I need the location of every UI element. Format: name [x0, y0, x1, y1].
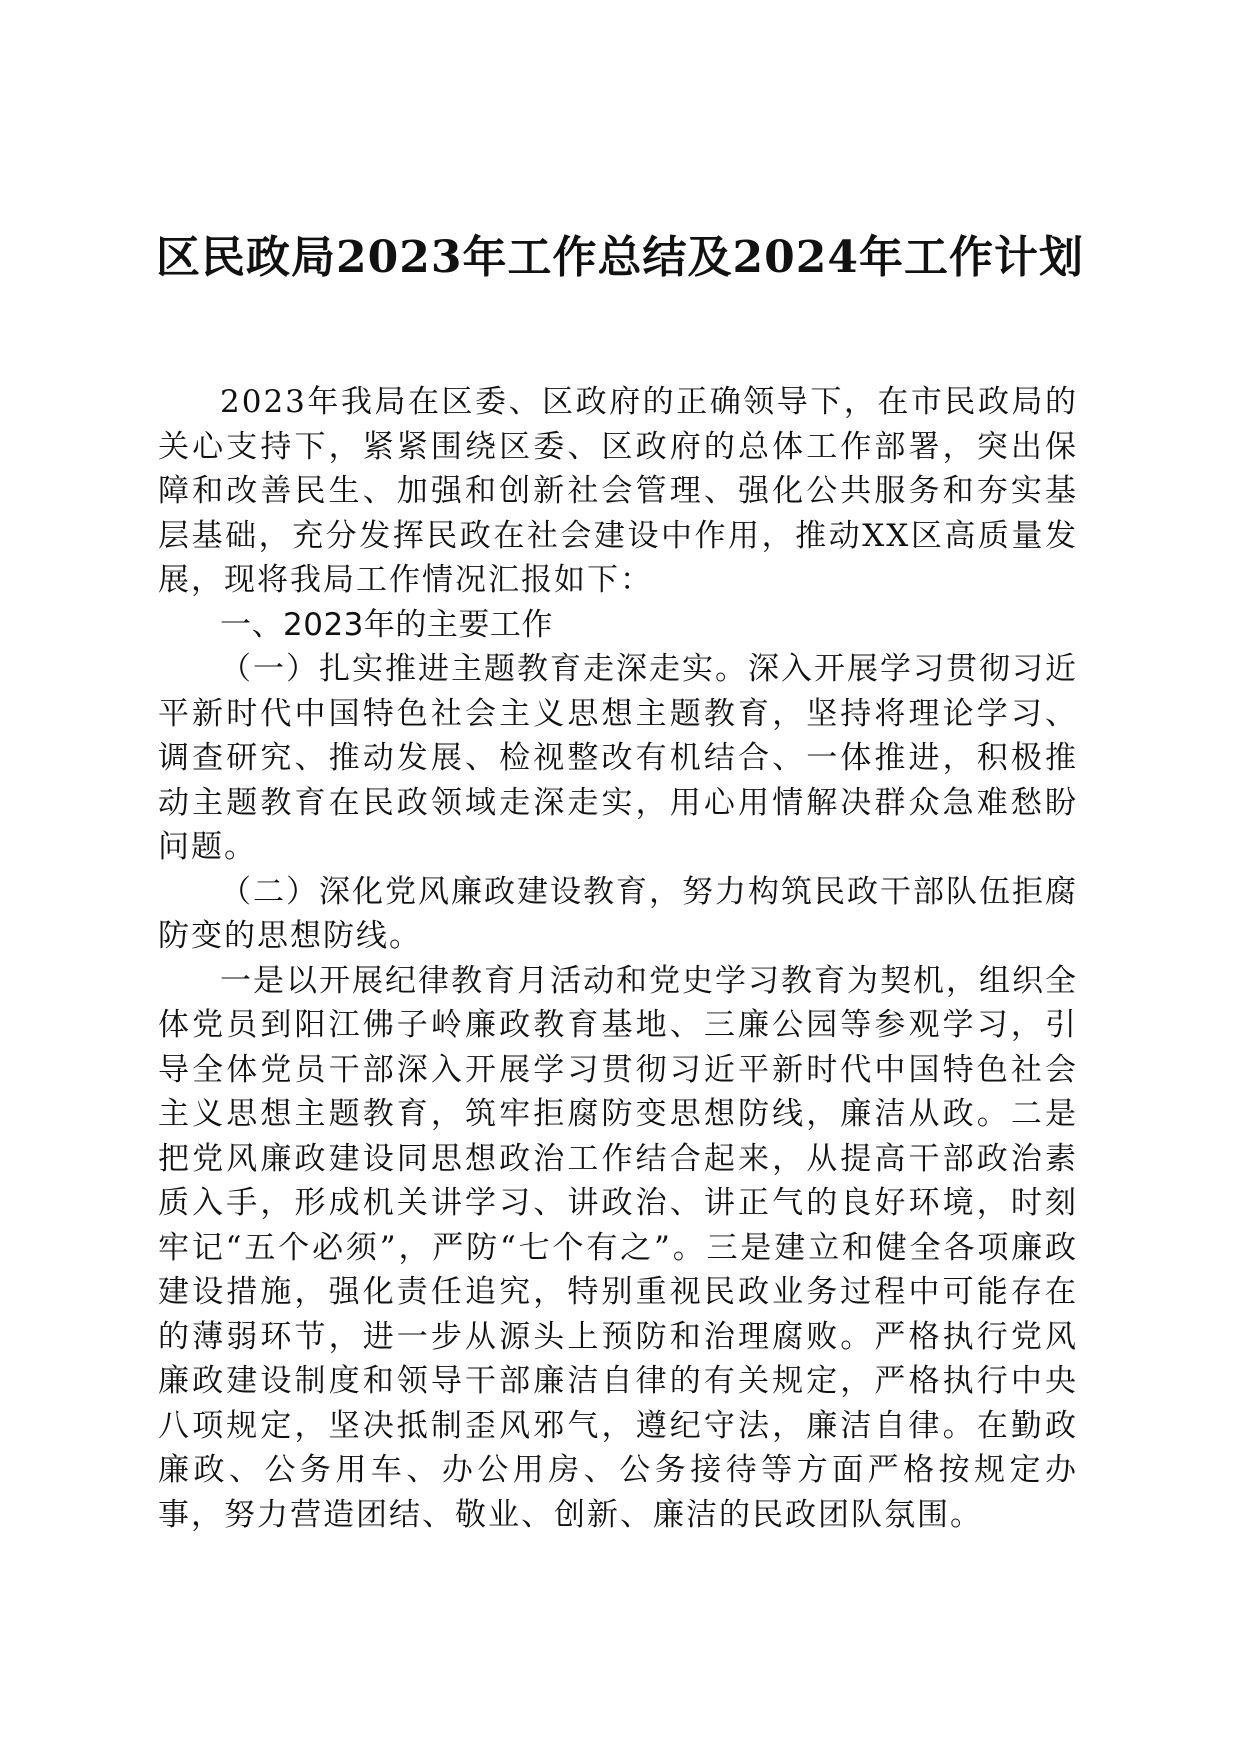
- document-title: 区民政局2023年工作总结及2024年工作计划: [156, 232, 1084, 283]
- document-body: [158, 380, 1078, 1537]
- section-heading: 一、2023年的主要工作: [220, 606, 553, 643]
- intro-paragraph: 2023年我局在区委、区政府的正确领导下，在市民政局的关心支持下，紧紧围绕区委、区政府的总体工作部署，突出保障和改善民生、加强和创新社会管理、强化公共服务和夯实基层基础，充分发挥民政在社会建设中作用，推动XX区高质量发展，现将我局工作情况汇报如下：: [158, 384, 1078, 598]
- subsection-paragraph-1: （一）扎实推进主题教育走深走实。深入开展学习贯彻习近平新时代中国特色社会主义思想主题教育，坚持将理论学习、调查研究、推动发展、检视整改有机结合、一体推进，积极推动主题教育在民政领域走深走实，用心用情解决群众急难愁盼问题。: [158, 651, 1078, 865]
- body-paragraph: 一是以开展纪律教育月活动和党史学习教育为契机，组织全体党员到阳江佛子岭廉政教育基地、三廉公园等参观学习，引导全体党员干部深入开展学习贯彻习近平新时代中国特色社会主义思想主题教育，筑牢拒腐防变思想防线，廉洁从政。二是把党风廉政建设同思想政治工作结合起来，从提高干部政治素质入手，形成机关讲学习、讲政治、讲正气的良好环境，时刻牢记“五个必须”，严防“七个有之”。三是建立和健全各项廉政建设措施，强化责任追究，特别重视民政业务过程中可能存在的薄弱环节，进一步从源头上预防和治理腐败。严格执行党风廉政建设制度和领导干部廉洁自律的有关规定，严格执行中央八项规定，坚决抵制歪风邪气，遵纪守法，廉洁自律。在勤政廉政、公务用车、办公用房、公务接待等方面严格按规定办事，努力营造团结、敬业、创新、廉洁的民政团队氛围。: [158, 962, 1078, 1533]
- subsection-heading-2: （二）深化党风廉政建设教育，努力构筑民政干部队伍拒腐防变的思想防线。: [158, 873, 1078, 954]
